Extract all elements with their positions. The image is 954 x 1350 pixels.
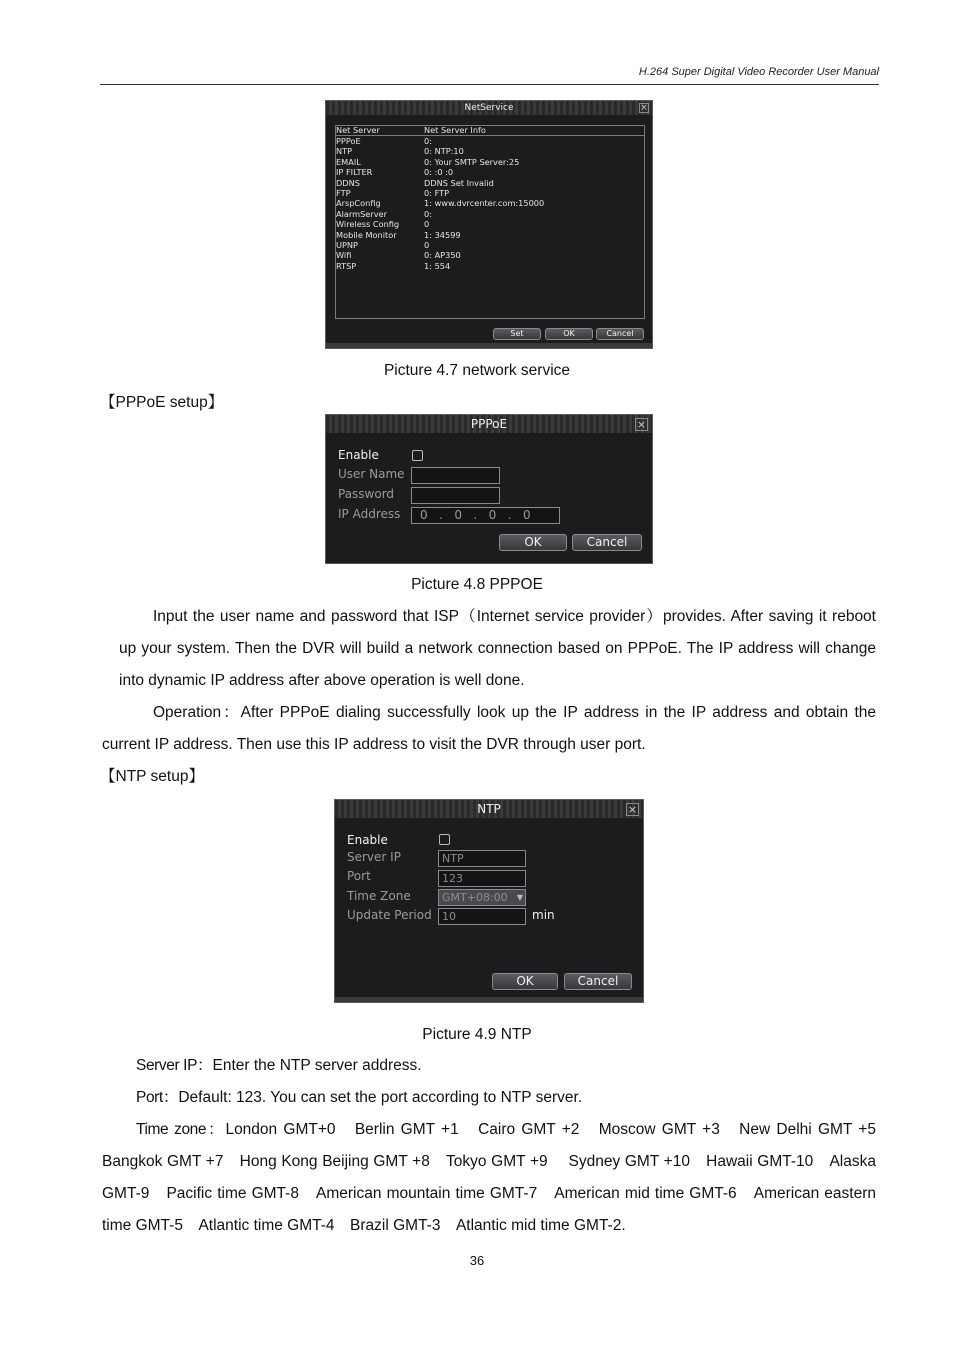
ip-address-label: IP Address: [338, 507, 401, 521]
netservice-row-info[interactable]: 1: www.dvrcenter.com:15000: [424, 198, 545, 209]
user-name-label: User Name: [338, 467, 405, 481]
pppoe-title: PPPoE: [470, 417, 508, 431]
header-rule: [100, 84, 879, 85]
update-period-input[interactable]: 10: [438, 908, 526, 925]
server-ip-desc: ：Enter the NTP server address.: [197, 1057, 422, 1074]
netservice-dialog: [325, 100, 653, 349]
netservice-title: NetService: [464, 103, 514, 113]
netservice-row-info[interactable]: 0: Your SMTP Server:25: [424, 156, 520, 167]
netservice-bottom-bar: [326, 343, 652, 348]
close-icon[interactable]: ×: [636, 418, 647, 431]
update-period-label: Update Period: [347, 908, 432, 922]
ok-button[interactable]: OK: [545, 328, 593, 340]
set-button[interactable]: Set: [493, 328, 541, 340]
netservice-row-info[interactable]: 0: AP350: [424, 250, 461, 261]
ok-button[interactable]: OK: [499, 534, 567, 551]
netservice-row-info[interactable]: 1: 554: [424, 260, 451, 271]
time-zone-term: Time zone: [136, 1121, 207, 1138]
cancel-button[interactable]: Cancel: [596, 328, 644, 340]
port-line: [136, 1082, 582, 1114]
netservice-row-name[interactable]: PPPoE: [336, 136, 361, 146]
netservice-row-name[interactable]: UPNP: [336, 240, 358, 250]
pppoe-dialog: [325, 414, 653, 564]
password-input[interactable]: [411, 487, 500, 504]
time-zone-value: GMT+08:00: [442, 891, 508, 904]
netservice-row-name[interactable]: Mobile Monitor: [336, 229, 397, 240]
close-icon[interactable]: ×: [627, 803, 638, 816]
netservice-row-info[interactable]: 1: 34599: [424, 229, 461, 240]
port-term: Port: [136, 1089, 163, 1106]
netservice-row-name[interactable]: AlarmServer: [336, 208, 387, 219]
netservice-row-info[interactable]: DDNS Set Invalid: [424, 177, 494, 188]
password-label: Password: [338, 487, 395, 501]
netservice-row-name[interactable]: DDNS: [336, 177, 360, 188]
cancel-button[interactable]: Cancel: [564, 973, 632, 990]
caption-picture-4-8: Picture 4.8 PPPOE: [411, 576, 543, 593]
time-zone-desc: ：London GMT+0 Berlin GMT +1 Cairo GMT +2 Moscow GMT +3 New Delhi GMT +5 Bangkok GMT +7 Hong Kong Beijing GMT +8 Tokyo GMT +9 Sydney GMT +10 Hawaii GMT-10 Alaska GMT-9 Pacific time GMT-8 American mountain time GMT-7 American mid time GMT-6 American eastern time GMT-5 Atlantic time GMT-4 Brazil GMT-3 Atlantic mid time GMT-2.: [102, 1121, 892, 1234]
netservice-row-name[interactable]: Wifi: [336, 250, 352, 261]
server-ip-line: [136, 1050, 422, 1082]
netservice-row-info[interactable]: 0: [424, 240, 430, 250]
col-header-net-server-info: Net Server Info: [424, 125, 486, 135]
port-input[interactable]: 123: [438, 870, 526, 887]
netservice-row-name[interactable]: RTSP: [336, 260, 357, 271]
close-icon[interactable]: ×: [640, 103, 648, 113]
page-number: 36: [469, 1253, 485, 1268]
port-label: Port: [347, 869, 371, 883]
port-desc: ：Default: 123. You can set the port according to NTP server.: [162, 1089, 583, 1106]
cancel-button[interactable]: Cancel: [572, 534, 642, 551]
pppoe-setup-heading: 【PPPoE setup】: [100, 394, 224, 411]
ip-address-input[interactable]: 0 . 0 . 0 . 0: [411, 507, 560, 524]
enable-label: Enable: [338, 448, 379, 462]
chevron-down-icon: ▼: [516, 893, 523, 902]
server-ip-label: Server IP: [347, 850, 401, 864]
netservice-row-info[interactable]: 0: [424, 219, 430, 230]
pppoe-description-paragraph: Input the user name and password that ISP（Internet service provider）provides. After saving it reboot up your system. Then the DVR will build a network connection based on PPPoE. The IP address will change into dynamic IP address after above operation is well done.: [119, 608, 876, 689]
netservice-row-name[interactable]: EMAIL: [336, 156, 361, 167]
operation-paragraph: Operation：After PPPoE dialing successfully look up the IP address in the IP address and obtain the current IP address. Then use this IP address to visit the DVR through user port.: [102, 704, 876, 753]
ok-button[interactable]: OK: [492, 973, 558, 990]
ntp-setup-heading: 【NTP setup】: [100, 768, 204, 785]
netservice-row-name[interactable]: NTP: [336, 146, 353, 157]
col-header-net-server: Net Server: [336, 125, 380, 135]
caption-picture-4-9: Picture 4.9 NTP: [422, 1026, 532, 1043]
running-header: H.264 Super Digital Video Recorder User Manual: [638, 66, 879, 78]
netservice-row-info[interactable]: 0: FTP: [424, 188, 450, 198]
ntp-bottom-bar: [335, 997, 643, 1002]
netservice-row-name[interactable]: Wireless Config: [336, 219, 400, 230]
enable-checkbox[interactable]: [439, 834, 450, 845]
time-zone-paragraph: [102, 1114, 892, 1242]
netservice-row-info[interactable]: 0:: [424, 208, 432, 219]
netservice-row-info[interactable]: 0: :0 :0: [424, 167, 454, 178]
netservice-row-name[interactable]: IP FILTER: [336, 167, 373, 178]
server-ip-input[interactable]: NTP: [438, 850, 526, 867]
netservice-row-name[interactable]: ArspConfig: [336, 198, 381, 209]
ntp-dialog: [334, 799, 644, 1003]
min-unit-label: min: [532, 908, 555, 922]
server-ip-term: Server IP: [136, 1057, 198, 1074]
ntp-title: NTP: [477, 802, 501, 816]
netservice-list-header-rule: [336, 135, 644, 136]
time-zone-label: Time Zone: [347, 889, 411, 903]
netservice-row-info[interactable]: 0:: [424, 136, 432, 146]
enable-checkbox[interactable]: [412, 450, 423, 461]
caption-picture-4-7: Picture 4.7 network service: [383, 362, 571, 379]
enable-label: Enable: [347, 833, 388, 847]
netservice-row-name[interactable]: FTP: [336, 188, 351, 198]
user-name-input[interactable]: [411, 467, 500, 484]
netservice-row-info[interactable]: 0: NTP:10: [424, 146, 464, 157]
time-zone-select[interactable]: [438, 889, 526, 906]
